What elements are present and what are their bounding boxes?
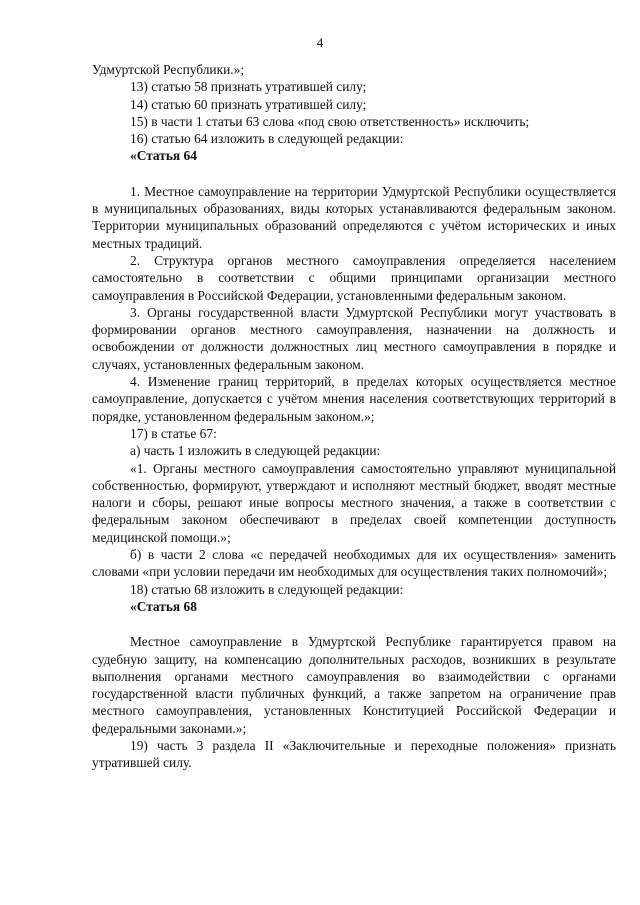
spacer — [92, 615, 616, 633]
paragraph-article-64-part-3: 3. Органы государственной власти Удмуртской Республики могут участвовать в формировании органов местного самоуправления, назначении на должность и освобождении от должности должностных лиц местного самоуправления в порядке и случаях, установленных федеральным законом. — [92, 304, 616, 372]
paragraph-item-14: 14) статью 60 признать утратившей силу; — [130, 96, 367, 112]
heading-article-64: «Статья 64 — [130, 148, 197, 164]
paragraph-item-17b: б) в части 2 слова «с передачей необходимых для их осуществления» заменить словами «при условии передачи им необходимых для осуществления таких полномочий»; — [92, 547, 616, 580]
paragraph-item-17: 17) в статье 67: — [130, 425, 217, 441]
paragraph-item-13: 13) статью 58 признать утратившей силу; — [130, 79, 367, 95]
page-number: 4 — [316, 35, 324, 50]
heading-article-68: «Статья 68 — [130, 598, 197, 614]
paragraph-item-17a: а) часть 1 изложить в следующей редакции: — [130, 443, 381, 459]
paragraph-item-15: 15) в части 1 статьи 63 слова «под свою ответственность» исключить; — [130, 113, 530, 129]
paragraph-item-18: 18) статью 68 изложить в следующей редакции: — [130, 581, 404, 597]
spacer — [92, 165, 616, 183]
document-body — [92, 61, 616, 772]
paragraph-article-67-part-1: «1. Органы местного самоуправления самостоятельно управляют муниципальной собственностью, формируют, утверждают и исполняют местный бюджет, вводят местные налоги и сборы, решают иные вопросы местного значения, а также в соответствии с федеральным законом обеспечивают в пределах своей компетенции доступность медицинской помощи.»; — [92, 460, 616, 545]
paragraph-item-16: 16) статью 64 изложить в следующей редакции: — [130, 131, 404, 147]
paragraph-continuation: Удмуртской Республики.»; — [92, 62, 245, 77]
paragraph-article-64-part-4: 4. Изменение границ территорий, в пределах которых осуществляется местное самоуправление, допускается с учётом мнения населения соответствующих территорий в порядке, установленном федеральным законом.»; — [92, 374, 616, 424]
paragraph-article-64-part-1: 1. Местное самоуправление на территории Удмуртской Республики осуществляется в муниципальных образованиях, виды которых устанавливаются федеральным законом. Территории муниципальных образований определяются с учётом исторических и иных местных традиций. — [92, 183, 616, 251]
paragraph-item-19: 19) часть 3 раздела II «Заключительные и переходные положения» признать утратившей силу. — [92, 737, 616, 771]
paragraph-article-68-text: Местное самоуправление в Удмуртской Республике гарантируется правом на судебную защиту, на компенсацию дополнительных расходов, возникших в результате выполнения органами местного самоуправления во взаимодействии с органами государственной власти публичных функций, а также запретом на ограничение прав местного самоуправления, установленных Конституцией Российской Федерации и федеральными законами.»; — [92, 634, 616, 736]
paragraph-article-64-part-2: 2. Структура органов местного самоуправления определяется населением самостоятельно в соответствии с общими принципами организации местного самоуправления в Российской Федерации, установленными федеральным законом. — [92, 252, 616, 303]
